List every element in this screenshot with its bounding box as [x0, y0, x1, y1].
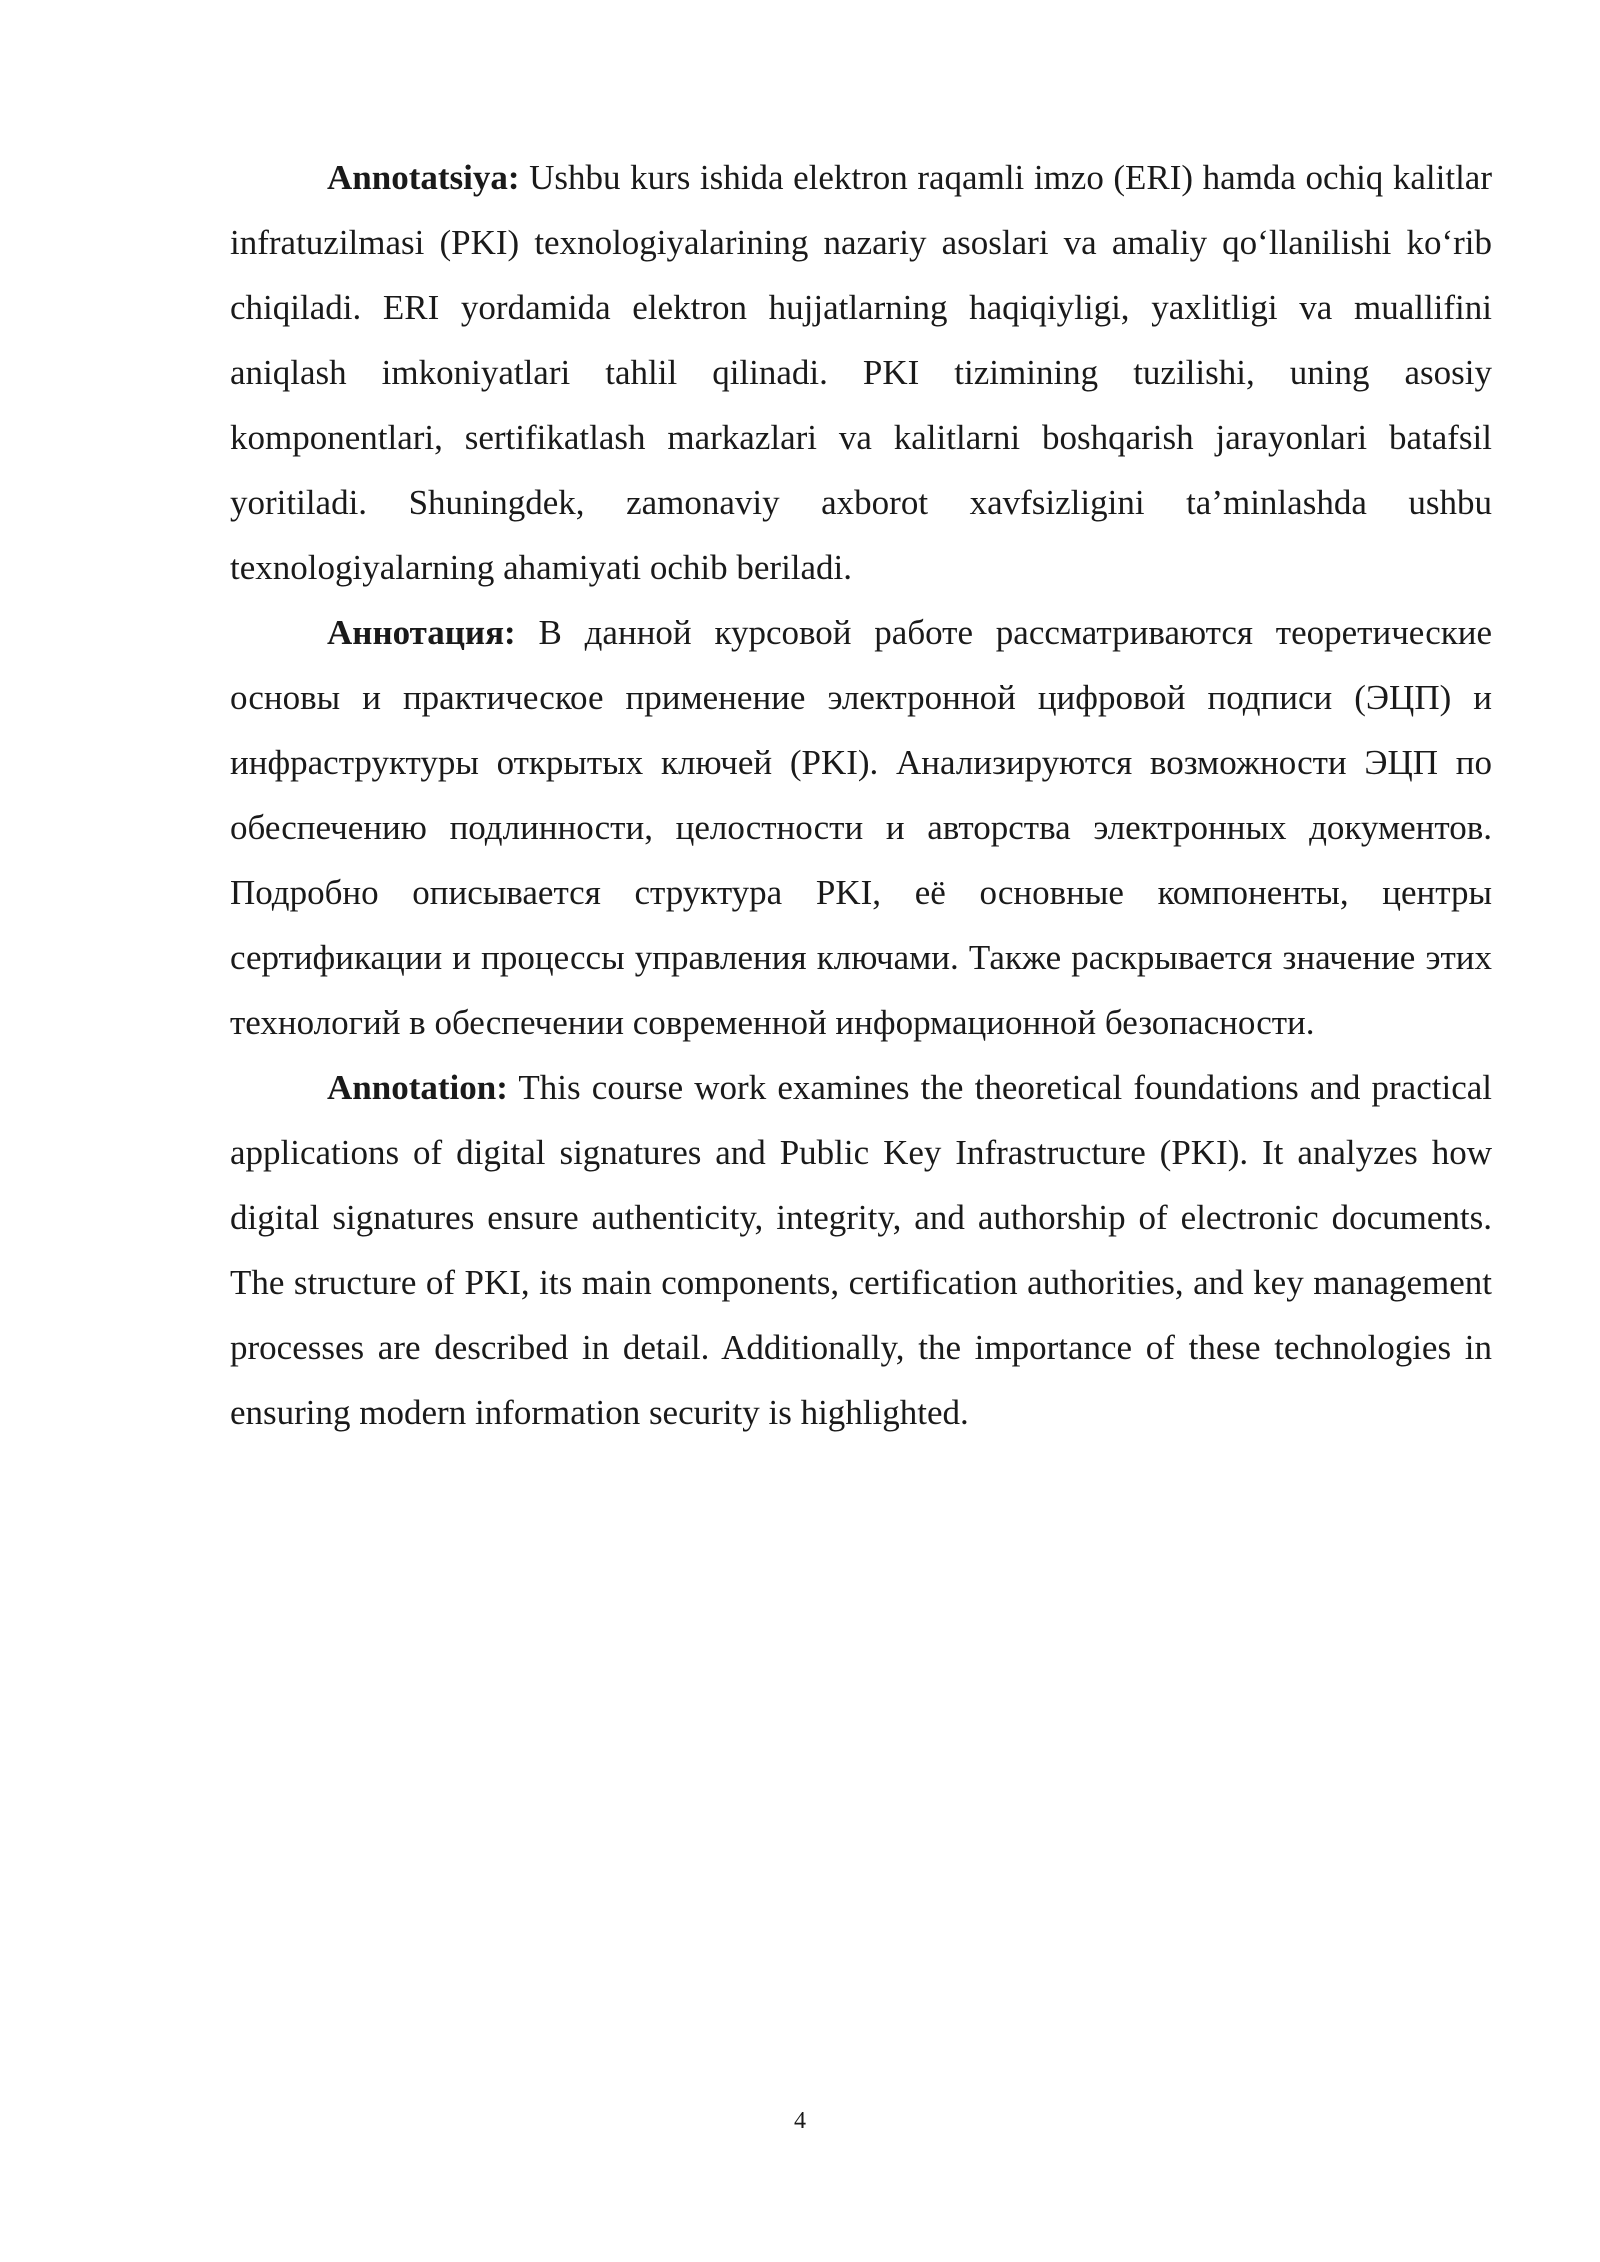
annotation-uzbek-text: Ushbu kurs ishida elektron raqamli imzo (ERI) hamda ochiq kalitlar infratuzilmasi (PKI) texnologiyalarining nazariy asoslari va amaliy qo‘llanilishi ko‘rib chiqiladi. ERI yordamida elektron hujjatlarning haqiqiyligi, yaxlitligi va muallifini aniqlash imkoniyatlari tahlil qilinadi. PKI tizimining tuzilishi, uning asosiy komponentlari, sertifikatlash markazlari va kalitlarni boshqarish jarayonlari batafsil yoritiladi. Shuningdek, zamonaviy axborot xavfsizligini ta’minlashda ushbu texnologiyalarning ahamiyati ochib beriladi. [230, 158, 1492, 587]
page-number: 4 [794, 2108, 806, 2134]
annotation-russian-label: Аннотация: [327, 613, 516, 652]
annotation-english-text: This course work examines the theoretical foundations and practical applications of digital signatures and Public Key Infrastructure (PKI). It analyzes how digital signatures ensure authenticity, integrity, and authorship of electronic documents. The structure of PKI, its main components, certification authorities, and key management processes are described in detail. Additionally, the importance of these technologies in ensuring modern information security is highlighted. [230, 1068, 1492, 1432]
annotation-english [230, 1055, 1492, 1445]
annotation-russian-text: В данной курсовой работе рассматриваются теоретические основы и практическое применение электронной цифровой подписи (ЭЦП) и инфраструктуры открытых ключей (PKI). Анализируются возможности ЭЦП по обеспечению подлинности, целостности и авторства электронных документов. Подробно описывается структура PKI, её основные компоненты, центры сертификации и процессы управления ключами. Также раскрывается значение этих технологий в обеспечении современной информационной безопасности. [230, 613, 1493, 1042]
annotation-uzbek [230, 145, 1492, 600]
document-body [230, 145, 1492, 1445]
annotation-uzbek-label: Annotatsiya: [327, 158, 520, 197]
annotation-english-label: Annotation: [327, 1068, 508, 1107]
annotation-russian [230, 600, 1492, 1055]
